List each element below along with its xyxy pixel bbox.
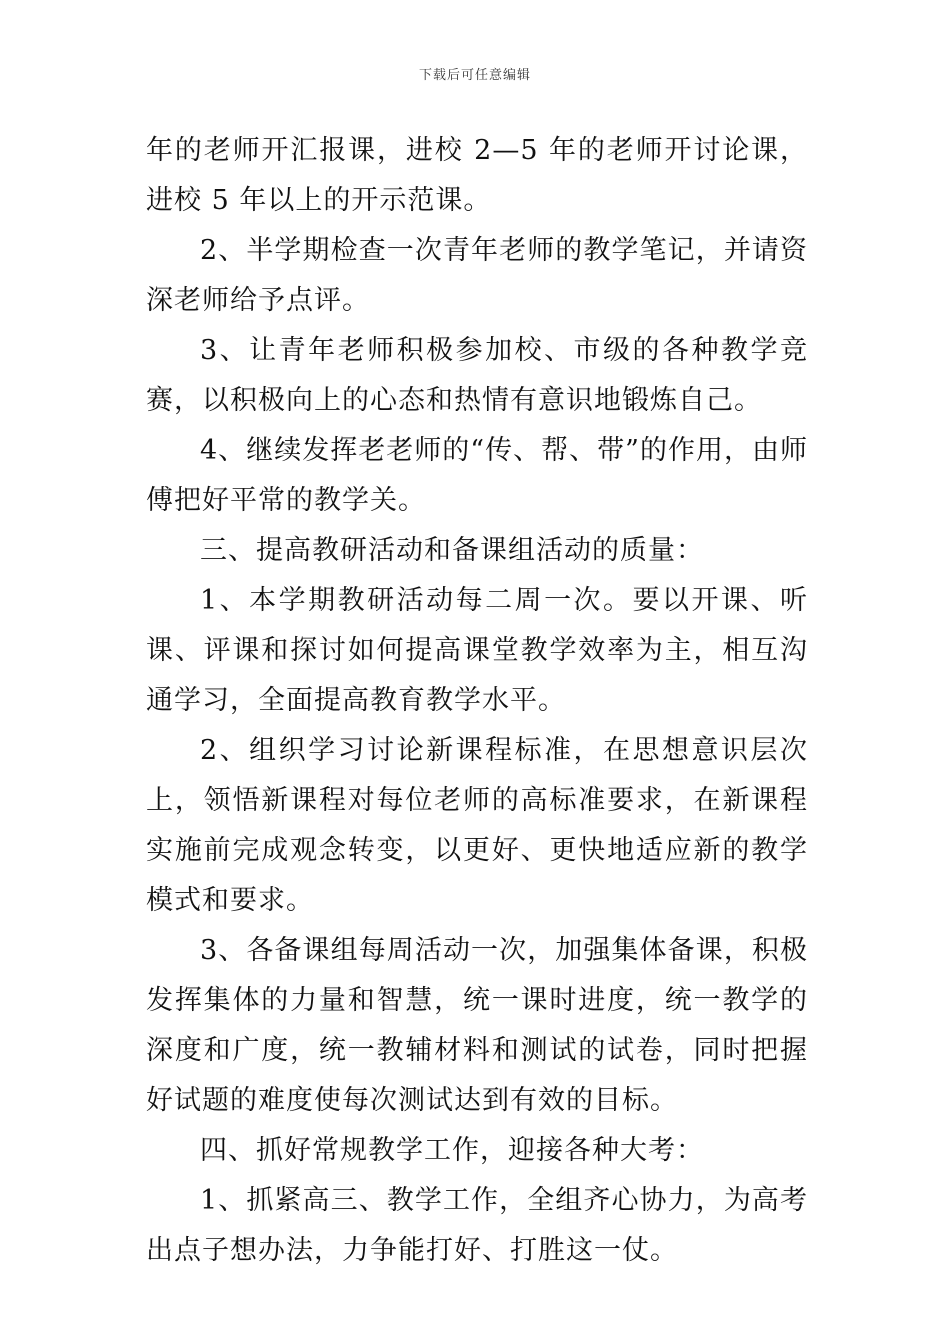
page-header: 下载后可任意编辑: [418, 68, 531, 83]
paragraph-item-1-senior-teaching: 1、抓紧高三、教学工作，全组齐心协力，为高考出点子想办法，力争能打好、打胜这一仗。: [146, 1185, 808, 1266]
paragraph-item-3-competitions: 3、让青年老师积极参加校、市级的各种教学竞赛，以积极向上的心态和热情有意识地锻炼自己。: [146, 335, 808, 416]
section-heading-3: 三、提高教研活动和备课组活动的质量：: [200, 535, 704, 566]
section-heading-4: 四、抓好常规教学工作，迎接各种大考：: [200, 1135, 704, 1166]
document-body: [146, 126, 808, 1276]
paragraph-item-2-curriculum-standards: 2、组织学习讨论新课程标准，在思想意识层次上，领悟新课程对每位老师的高标准要求，在新课程实施前完成观念转变，以更好、更快地适应新的教学模式和要求。: [146, 735, 808, 916]
paragraph-item-2-notes-check: 2、半学期检查一次青年老师的教学笔记，并请资深老师给予点评。: [146, 235, 808, 316]
paragraph-item-1-research-activities: 1、本学期教研活动每二周一次。要以开课、听课、评课和探讨如何提高课堂教学效率为主，相互沟通学习，全面提高教育教学水平。: [146, 585, 808, 716]
paragraph-item-3-lesson-groups: 3、各备课组每周活动一次，加强集体备课，积极发挥集体的力量和智慧，统一课时进度，统一教学的深度和广度，统一教辅材料和测试的试卷，同时把握好试题的难度使每次测试达到有效的目标。: [146, 935, 808, 1116]
paragraph-continuation: 年的老师开汇报课，进校 2—5 年的老师开讨论课，进校 5 年以上的开示范课。: [146, 135, 808, 216]
paragraph-item-4-mentoring: 4、继续发挥老老师的“传、帮、带”的作用，由师傅把好平常的教学关。: [146, 435, 808, 516]
